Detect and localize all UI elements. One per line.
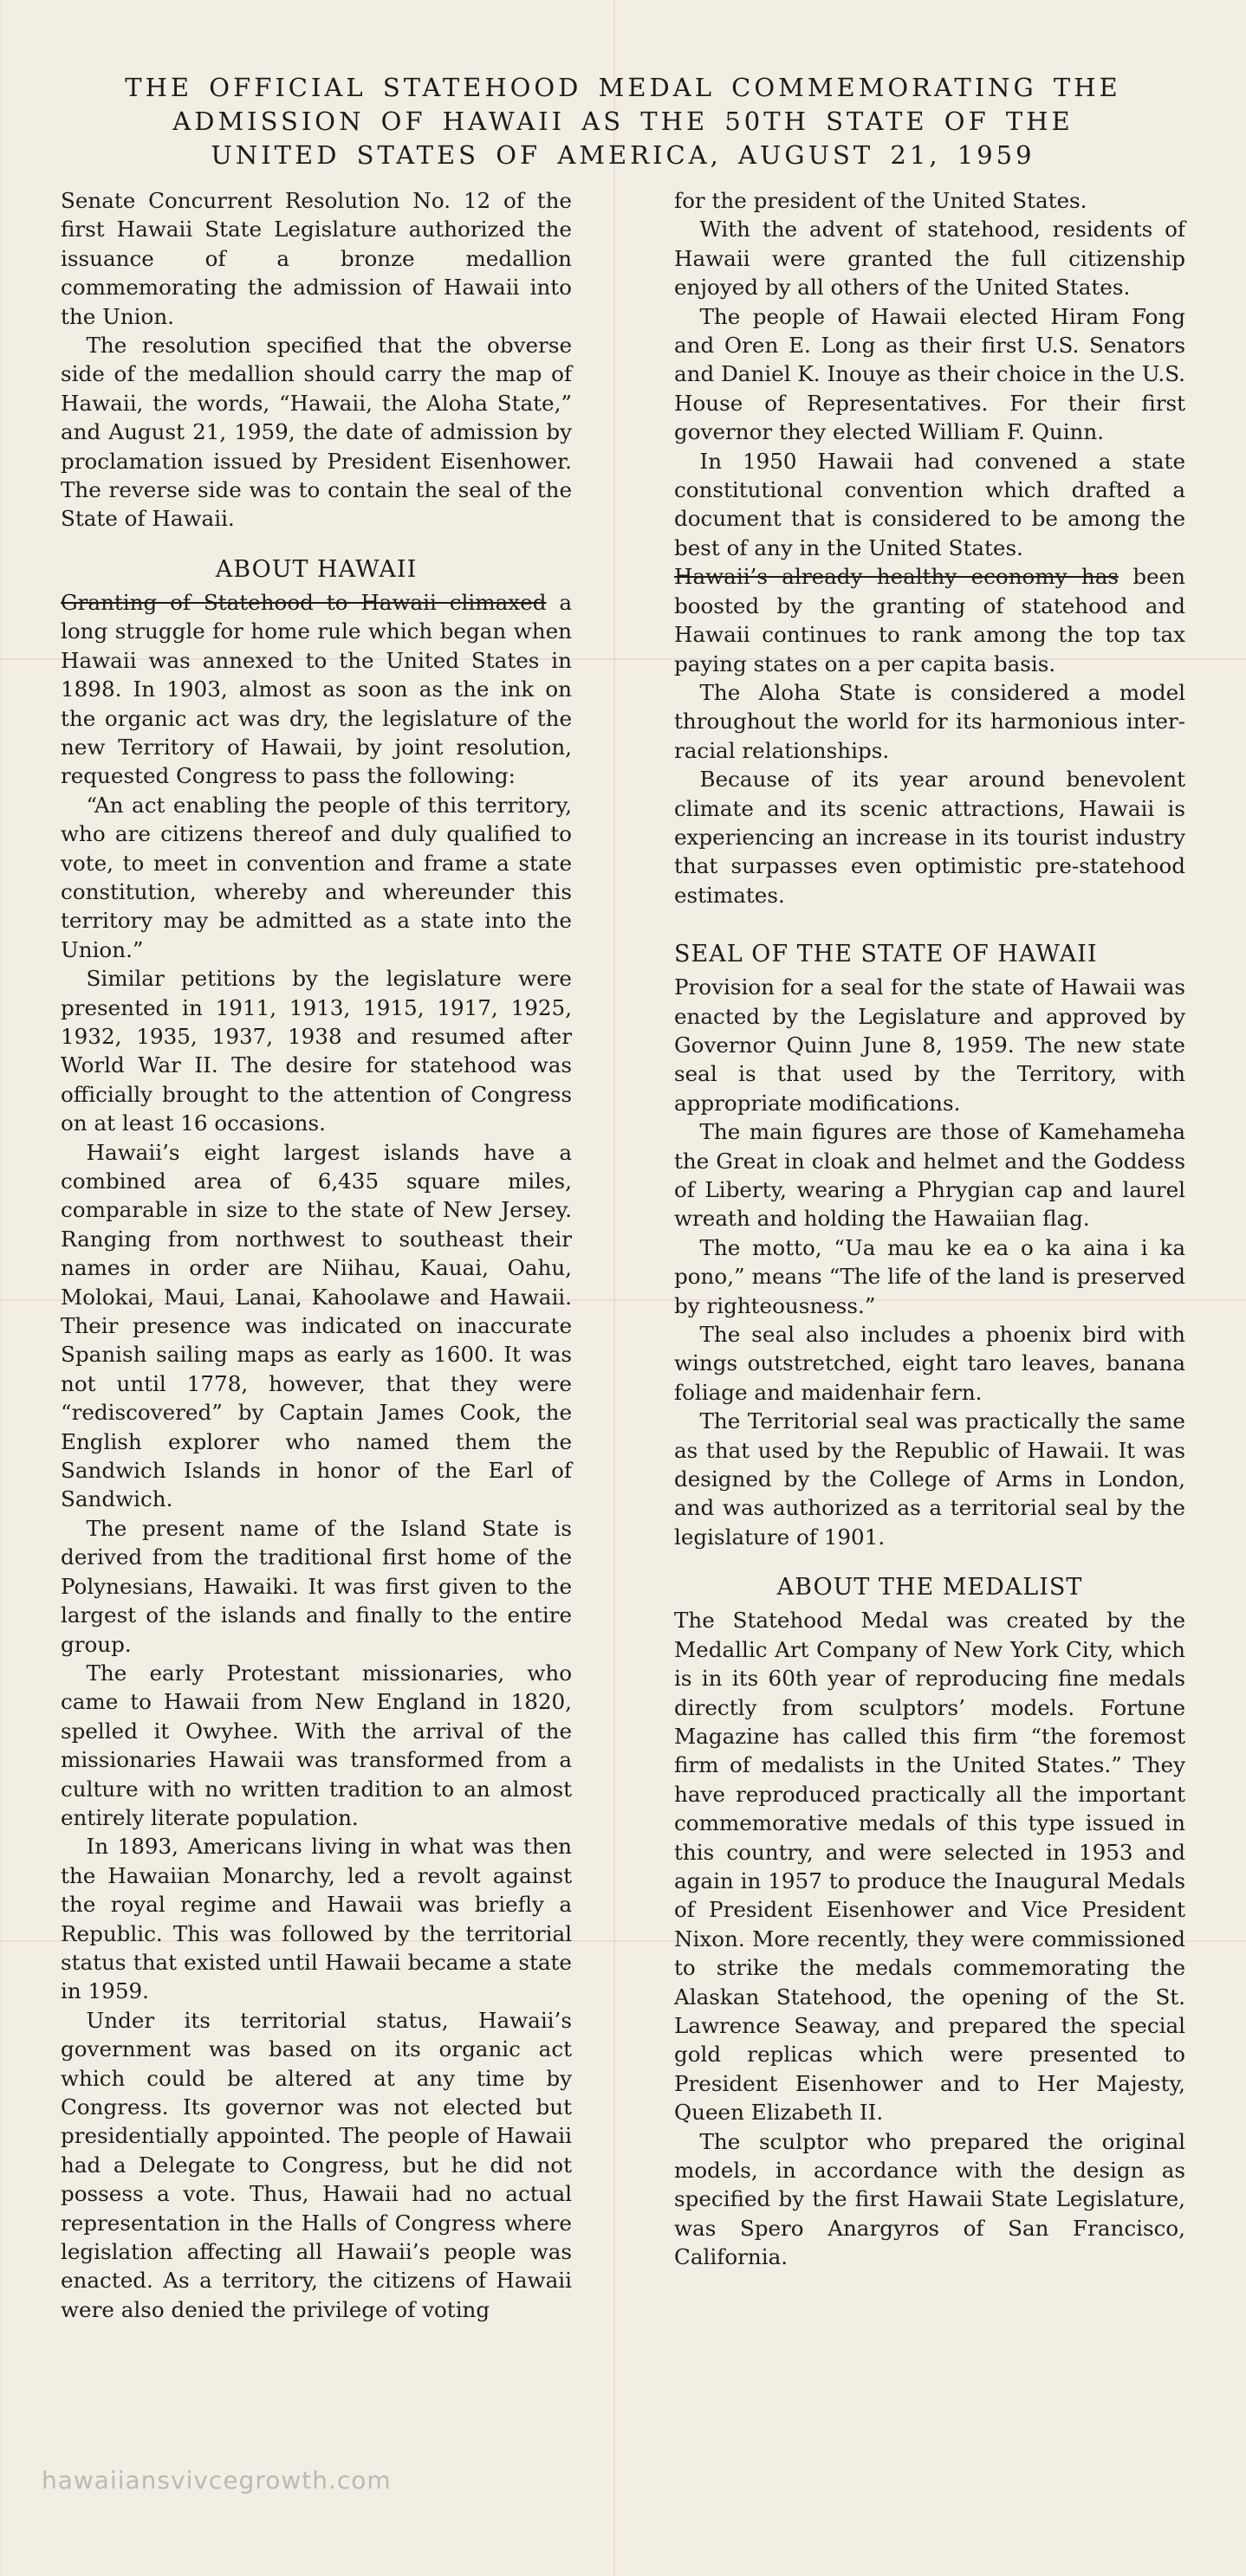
text-columns <box>61 186 1185 2324</box>
paragraph-name-origin: The present name of the Island State is derived from the traditional first home of the Polynesians, Hawaiki. It was first given to the largest of the islands and finally to the entire group. <box>61 1515 572 1657</box>
fold-crease-horizontal-1 <box>0 658 1246 660</box>
right-column <box>674 186 1185 2324</box>
struck-line: Granting of Statehood to Hawaii climaxed <box>61 589 547 615</box>
watermark-text: hawaiiansvivcegrowth.com <box>42 2466 392 2495</box>
paragraph-seal-provision: Provision for a seal for the state of Hawaii was enacted by the Legislature and approved by Governor Quinn June 8, 1959. The new state seal is that used by the Territory, with appropriate modifications. <box>674 974 1185 1116</box>
fold-crease-vertical <box>613 0 615 2576</box>
paragraph-territorial-status: Under its territorial status, Hawaii’s government was based on its organic act which could be altered at any time by Congress. Its governor was not elected but presidentially appointed. The people of Hawaii had a Delegate to Congress, but he did not possess a vote. Thus, Hawaii had no actual representation in the Halls of Congress where legislation affecting all Hawaii’s people was enacted. As a territory, the citizens of Hawaii were also denied the privilege of voting <box>61 2007 572 2322</box>
paragraph-economy-text: been boosted by the granting of statehood and Hawaii continues to rank among the top tax paying states on a per capita basis. <box>674 564 1186 676</box>
paragraph-territorial-seal: The Territorial seal was practically the same as that used by the Republic of Hawaii. It was designed by the College of Arms in London, and was authorized as a territorial seal by the legislature of 1901. <box>674 1408 1185 1550</box>
paragraph-elected: The people of Hawaii elected Hiram Fong and Oren E. Long as their first U.S. Senators and Daniel K. Inouye as their choice in the U.S. House of Representatives. For their first governor they elected William F. Quinn. <box>674 303 1185 445</box>
paragraph-resolution-specified: The resolution specified that the obverse side of the medallion should carry the map of Hawaii, the words, “Hawaii, the Aloha State,” and August 21, 1959, the date of admission by proclamation issued by President Eisenhower. The reverse side was to contain the seal of the State of Hawaii. <box>61 333 572 532</box>
paragraph-economy <box>674 562 1185 678</box>
paragraph-1893: In 1893, Americans living in what was then the Hawaiian Monarchy, led a revolt against the royal regime and Hawaii was briefly a Republic. This was followed by the territorial status that existed until Hawaii became a state in 1959. <box>61 1834 572 2004</box>
paragraph-granting-text: a long struggle for home rule which began when Hawaii was annexed to the United States in 1898. In 1903, almost as soon as the ink on the organic act was dry, the legislature of the new Territory of Hawaii, by joint resolution, requested Congress to pass the following: <box>61 589 572 789</box>
heading-seal: SEAL OF THE STATE OF HAWAII <box>674 941 1098 968</box>
paragraph-missionaries: The early Protestant missionaries, who came to Hawaii from New England in 1820, spelled it Owyhee. With the arrival of the missionaries Hawaii was transformed from a culture with no written tradition to an almost entirely literate population. <box>61 1660 572 1830</box>
fold-crease-horizontal-3 <box>0 1940 1246 1942</box>
paragraph-medallic-art: The Statehood Medal was created by the Medallic Art Company of New York City, which is in its 60th year of reproducing fine medals directly from sculptors’ models. Fortune Magazine has called this firm “the foremost firm of medalists in the United States.” They have reproduced practically all the important commemorative medals of this type issued in this country, and were selected in 1953 and again in 1957 to produce the Inaugural Medals of President Eisenhower and Vice President Nixon. More recently, they were commissioned to strike the medals commemorating the Alaskan Statehood, the opening of the St. Lawrence Seaway, and prepared the special gold replicas which were presented to President Eisenhower and to Her Majesty, Queen Elizabeth II. <box>674 1608 1185 2126</box>
paragraph-enabling-act: “An act enabling the people of this territory, who are citizens thereof and duly qualified to vote, to meet in convention and frame a state constitution, whereby and whereunder this territory may be admitted as a state into the Union.” <box>61 792 572 962</box>
paragraph-tourism: Because of its year around benevolent climate and its scenic attractions, Hawaii is experiencing an increase in its tourist industry that surpasses even optimistic pre-statehood estimates. <box>674 767 1185 908</box>
paragraph-sculptor: The sculptor who prepared the original models, in accordance with the design as specified by the first Hawaii State Legislature, was Spero Anargyros of San Francisco, California. <box>674 2128 1185 2270</box>
paragraph-seal-figures: The main figures are those of Kamehameha the Great in cloak and helmet and the Goddess of Liberty, wearing a Phrygian cap and laurel wreath and holding the Hawaiian flag. <box>674 1119 1185 1232</box>
document-title <box>61 71 1185 172</box>
paragraph-constitution: In 1950 Hawaii had convened a state constitutional convention which drafted a document that is considered to be among the best of any in the United States. <box>674 448 1185 560</box>
paragraph-advent: With the advent of statehood, residents of Hawaii were granted the full citizenship enjoyed by all others of the United States. <box>674 217 1185 301</box>
heading-about-hawaii: ABOUT HAWAII <box>215 555 418 583</box>
paragraph-resolution: Senate Concurrent Resolution No. 12 of the first Hawaii State Legislature authorized the issuance of a bronze medallion commemorating the admission of Hawaii into the Union. <box>61 188 572 329</box>
paragraph-president: for the president of the United States. <box>674 188 1087 213</box>
title-line-2: ADMISSION OF HAWAII AS THE 50TH STATE OF THE <box>172 107 1074 136</box>
fold-crease-horizontal-2 <box>0 1299 1246 1301</box>
left-column <box>61 186 572 2324</box>
paragraph-granting <box>61 588 572 791</box>
title-line-1: THE OFFICIAL STATEHOOD MEDAL COMMEMORATING THE <box>125 73 1121 102</box>
paragraph-petitions: Similar petitions by the legislature were presented in 1911, 1913, 1915, 1917, 1925, 1932, 1935, 1937, 1938 and resumed after World War II. The desire for statehood was officially brought to the attention of Congress on at least 16 occasions. <box>61 966 572 1136</box>
paragraph-islands: Hawaii’s eight largest islands have a combined area of 6,435 square miles, comparable in size to the state of New Jersey. Ranging from northwest to southeast their names in order are Niihau, Kauai, Oahu, Molokai, Maui, Lanai, Kahoolawe and Hawaii. Their presence was indicated on inaccurate Spanish sailing maps as early as 1600. It was not until 1778, however, that they were “rediscovered” by Captain James Cook, the English explorer who named them the Sandwich Islands in honor of the Earl of Sandwich. <box>61 1139 572 1512</box>
struck-line-economy: Hawaii’s already healthy economy has <box>674 564 1119 590</box>
paragraph-phoenix: The seal also includes a phoenix bird with wings outstretched, eight taro leaves, banana foliage and maidenhair fern. <box>674 1322 1185 1405</box>
paragraph-aloha-model: The Aloha State is considered a model throughout the world for its harmonious inter-racial relationships. <box>674 679 1185 763</box>
paragraph-motto: The motto, “Ua mau ke ea o ka aina i ka pono,” means “The life of the land is preserved by righteousness.” <box>674 1234 1185 1318</box>
heading-medalist: ABOUT THE MEDALIST <box>776 1574 1083 1602</box>
title-line-3: UNITED STATES OF AMERICA, AUGUST 21, 1959 <box>211 140 1035 170</box>
